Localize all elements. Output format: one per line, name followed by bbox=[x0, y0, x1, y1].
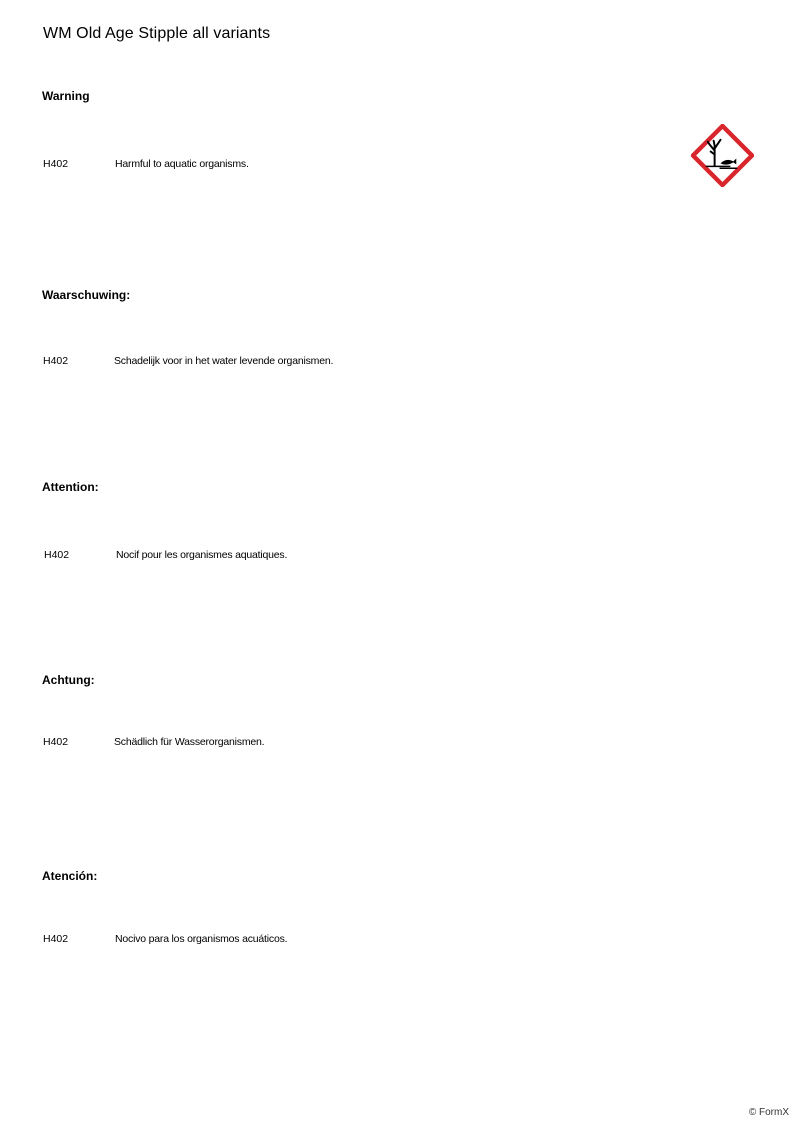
signal-word-es: Atención: bbox=[42, 869, 98, 883]
copyright-notice: © FormX bbox=[748, 1107, 789, 1118]
hazard-statement-fr: Nocif pour les organismes aquatiques. bbox=[116, 549, 288, 561]
hazard-code-nl: H402 bbox=[43, 355, 69, 367]
signal-word-fr: Attention: bbox=[42, 480, 99, 494]
hazard-statement-de: Schädlich für Wasserorganismen. bbox=[114, 736, 265, 748]
signal-word-nl: Waarschuwing: bbox=[42, 288, 131, 302]
page-title: WM Old Age Stipple all variants bbox=[43, 25, 271, 42]
ghs09-environment-icon bbox=[691, 124, 754, 187]
hazard-code-de: H402 bbox=[43, 736, 69, 748]
hazard-statement-es: Nocivo para los organismos acuáticos. bbox=[115, 933, 288, 945]
signal-word-de: Achtung: bbox=[42, 673, 95, 687]
hazard-code-en: H402 bbox=[43, 158, 69, 170]
hazard-code-fr: H402 bbox=[44, 549, 70, 561]
hazard-statement-en: Harmful to aquatic organisms. bbox=[115, 158, 249, 170]
hazard-code-es: H402 bbox=[43, 933, 69, 945]
hazard-statement-nl: Schadelijk voor in het water levende organismen. bbox=[114, 355, 334, 367]
signal-word-en: Warning bbox=[42, 89, 90, 103]
